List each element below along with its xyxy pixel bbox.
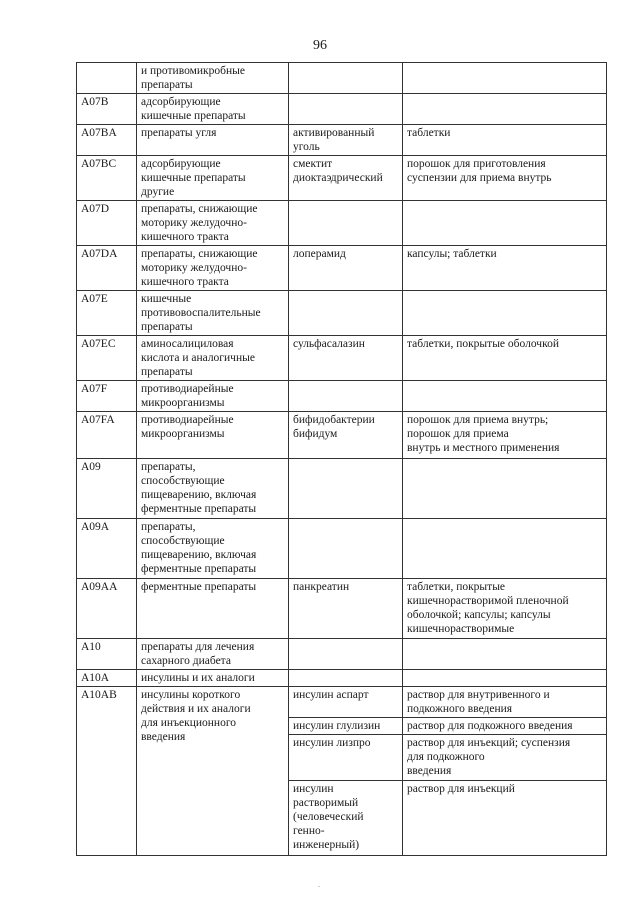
- group-name-cell-text: противодиарейные микроорганизмы: [141, 414, 234, 440]
- drug-name-cell-text: сульфасалазин: [293, 338, 365, 350]
- dosage-form-cell: [403, 579, 607, 639]
- drug-name-cell: [289, 63, 403, 94]
- group-name-cell-text: инсулины короткого действия и их аналоги для инъекционного введения: [141, 689, 251, 743]
- table-row: [77, 519, 607, 579]
- drug-name-cell: [289, 519, 403, 579]
- dosage-form-cell: [403, 459, 607, 519]
- table-row: [77, 246, 607, 291]
- drug-name-cell-text: инсулин лизпро: [293, 737, 371, 749]
- group-name-cell-text: препараты, снижающие моторику желудочно- кишечного тракта: [141, 248, 258, 288]
- group-name-cell-text: препараты для лечения сахарного диабета: [141, 641, 255, 667]
- dosage-form-cell: [403, 156, 607, 201]
- drug-name-cell: [289, 291, 403, 336]
- drug-name-cell: [289, 381, 403, 412]
- atc-code-cell: [77, 156, 137, 201]
- dosage-form-cell: [403, 735, 607, 781]
- atc-code-cell: [77, 639, 137, 670]
- table-row: [77, 94, 607, 125]
- dosage-form-cell: [403, 291, 607, 336]
- dosage-form-cell-text: порошок для приготовления суспензии для приема внутрь: [407, 158, 552, 184]
- atc-code-cell: [77, 687, 137, 856]
- group-name-cell-text: адсорбирующие кишечные препараты: [141, 96, 246, 122]
- atc-code-cell-text: A10: [81, 641, 101, 653]
- table-row: [77, 639, 607, 670]
- dosage-form-cell: [403, 519, 607, 579]
- dosage-form-cell: [403, 639, 607, 670]
- group-name-cell-text: ферментные препараты: [141, 581, 257, 593]
- drug-name-cell-text: инсулин растворимый (человеческий генно- инженерный): [293, 783, 364, 851]
- group-name-cell: [137, 336, 289, 381]
- atc-code-cell: [77, 94, 137, 125]
- table-row: [77, 381, 607, 412]
- group-name-cell: [137, 246, 289, 291]
- atc-code-cell-text: A09: [81, 461, 101, 473]
- dosage-form-cell: [403, 781, 607, 856]
- dosage-form-cell-text: раствор для внутривенного и подкожного введения: [407, 689, 550, 715]
- group-name-cell-text: противодиарейные микроорганизмы: [141, 383, 234, 409]
- group-name-cell-text: препараты, способствующие пищеварению, включая ферментные препараты: [141, 521, 257, 575]
- atc-code-cell-text: A07BA: [81, 127, 117, 139]
- group-name-cell: [137, 670, 289, 687]
- dosage-form-cell: [403, 412, 607, 459]
- group-name-cell: [137, 201, 289, 246]
- drug-name-cell: [289, 639, 403, 670]
- group-name-cell-text: адсорбирующие кишечные препараты другие: [141, 158, 246, 198]
- drug-classification-table: [76, 62, 607, 856]
- atc-code-cell: [77, 519, 137, 579]
- drug-name-cell-text: бифидобактерии бифидум: [293, 414, 375, 440]
- atc-code-cell-text: A07B: [81, 96, 109, 108]
- table-row: [77, 125, 607, 156]
- table-body: [77, 63, 607, 856]
- dosage-form-cell-text: раствор для подкожного введения: [407, 720, 573, 732]
- group-name-cell: [137, 579, 289, 639]
- drug-name-cell: [289, 781, 403, 856]
- drug-name-cell-text: инсулин глулизин: [293, 720, 381, 732]
- group-name-cell: [137, 63, 289, 94]
- group-name-cell: [137, 381, 289, 412]
- group-name-cell: [137, 94, 289, 125]
- dosage-form-cell: [403, 670, 607, 687]
- drug-name-cell: [289, 412, 403, 459]
- atc-code-cell: [77, 201, 137, 246]
- atc-code-cell-text: A09AA: [81, 581, 118, 593]
- group-name-cell: [137, 125, 289, 156]
- group-name-cell-text: инсулины и их аналоги: [141, 672, 255, 684]
- table-row: [77, 687, 607, 718]
- group-name-cell: [137, 459, 289, 519]
- drug-name-cell: [289, 201, 403, 246]
- table-row: [77, 201, 607, 246]
- table-row: [77, 579, 607, 639]
- drug-name-cell: [289, 246, 403, 291]
- atc-code-cell-text: A07FA: [81, 414, 115, 426]
- atc-code-cell-text: A10AB: [81, 689, 117, 701]
- group-name-cell: [137, 291, 289, 336]
- atc-code-cell-text: A07DA: [81, 248, 118, 260]
- drug-name-cell: [289, 735, 403, 781]
- atc-code-cell: [77, 579, 137, 639]
- group-name-cell: [137, 687, 289, 856]
- dosage-form-cell: [403, 687, 607, 718]
- group-name-cell-text: препараты, снижающие моторику желудочно- кишечного тракта: [141, 203, 258, 243]
- atc-code-cell-text: A10A: [81, 672, 110, 684]
- drug-name-cell: [289, 687, 403, 718]
- dosage-form-cell-text: порошок для приема внутрь; порошок для приема внутрь и местного применения: [407, 414, 560, 454]
- atc-code-cell-text: A07EC: [81, 338, 116, 350]
- table-row: [77, 670, 607, 687]
- dosage-form-cell-text: раствор для инъекций; суспензия для подкожного введения: [407, 737, 571, 777]
- drug-name-cell: [289, 459, 403, 519]
- drug-name-cell-text: инсулин аспарт: [293, 689, 369, 701]
- table-row: [77, 336, 607, 381]
- drug-name-cell: [289, 670, 403, 687]
- atc-code-cell-text: A09A: [81, 521, 110, 533]
- drug-name-cell: [289, 579, 403, 639]
- group-name-cell-text: препараты угля: [141, 127, 217, 139]
- table-row: [77, 156, 607, 201]
- atc-code-cell-text: A07D: [81, 203, 110, 215]
- table-row: [77, 459, 607, 519]
- dosage-form-cell: [403, 125, 607, 156]
- page-number: 96: [313, 38, 327, 53]
- atc-code-cell: [77, 412, 137, 459]
- drug-name-cell-text: смектит диоктаэдрический: [293, 158, 383, 184]
- dosage-form-cell: [403, 718, 607, 735]
- dosage-form-cell-text: таблетки: [407, 127, 451, 139]
- drug-name-cell-text: активированный уголь: [293, 127, 375, 153]
- atc-code-cell: [77, 125, 137, 156]
- footer-mark: .: [318, 880, 320, 889]
- atc-code-cell-text: A07E: [81, 293, 108, 305]
- group-name-cell: [137, 156, 289, 201]
- drug-name-cell: [289, 94, 403, 125]
- dosage-form-cell: [403, 63, 607, 94]
- drug-name-cell-text: панкреатин: [293, 581, 350, 593]
- table-row: [77, 412, 607, 459]
- atc-code-cell: [77, 670, 137, 687]
- dosage-form-cell-text: капсулы; таблетки: [407, 248, 497, 260]
- atc-code-cell: [77, 381, 137, 412]
- drug-name-cell: [289, 718, 403, 735]
- atc-code-cell: [77, 63, 137, 94]
- drug-name-cell: [289, 336, 403, 381]
- group-name-cell-text: препараты, способствующие пищеварению, включая ферментные препараты: [141, 461, 257, 515]
- drug-name-cell: [289, 125, 403, 156]
- group-name-cell-text: и противомикробные препараты: [141, 65, 245, 91]
- dosage-form-cell-text: таблетки, покрытые оболочкой: [407, 338, 559, 350]
- atc-code-cell-text: A07F: [81, 383, 108, 395]
- atc-code-cell: [77, 291, 137, 336]
- table-row: [77, 291, 607, 336]
- dosage-form-cell: [403, 201, 607, 246]
- group-name-cell: [137, 519, 289, 579]
- drug-name-cell-text: лоперамид: [293, 248, 346, 260]
- dosage-form-cell: [403, 94, 607, 125]
- atc-code-cell: [77, 336, 137, 381]
- dosage-form-cell: [403, 336, 607, 381]
- group-name-cell-text: кишечные противовоспалительные препараты: [141, 293, 261, 333]
- dosage-form-cell: [403, 381, 607, 412]
- atc-code-cell: [77, 459, 137, 519]
- group-name-cell-text: аминосалициловая кислота и аналогичные препараты: [141, 338, 255, 378]
- table-row: [77, 63, 607, 94]
- drug-name-cell: [289, 156, 403, 201]
- dosage-form-cell-text: раствор для инъекций: [407, 783, 515, 795]
- atc-code-cell-text: A07BC: [81, 158, 117, 170]
- dosage-form-cell-text: таблетки, покрытые кишечнорастворимой пленочной оболочкой; капсулы; капсулы кишечнорастворимые: [407, 581, 569, 635]
- atc-code-cell: [77, 246, 137, 291]
- group-name-cell: [137, 639, 289, 670]
- dosage-form-cell: [403, 246, 607, 291]
- group-name-cell: [137, 412, 289, 459]
